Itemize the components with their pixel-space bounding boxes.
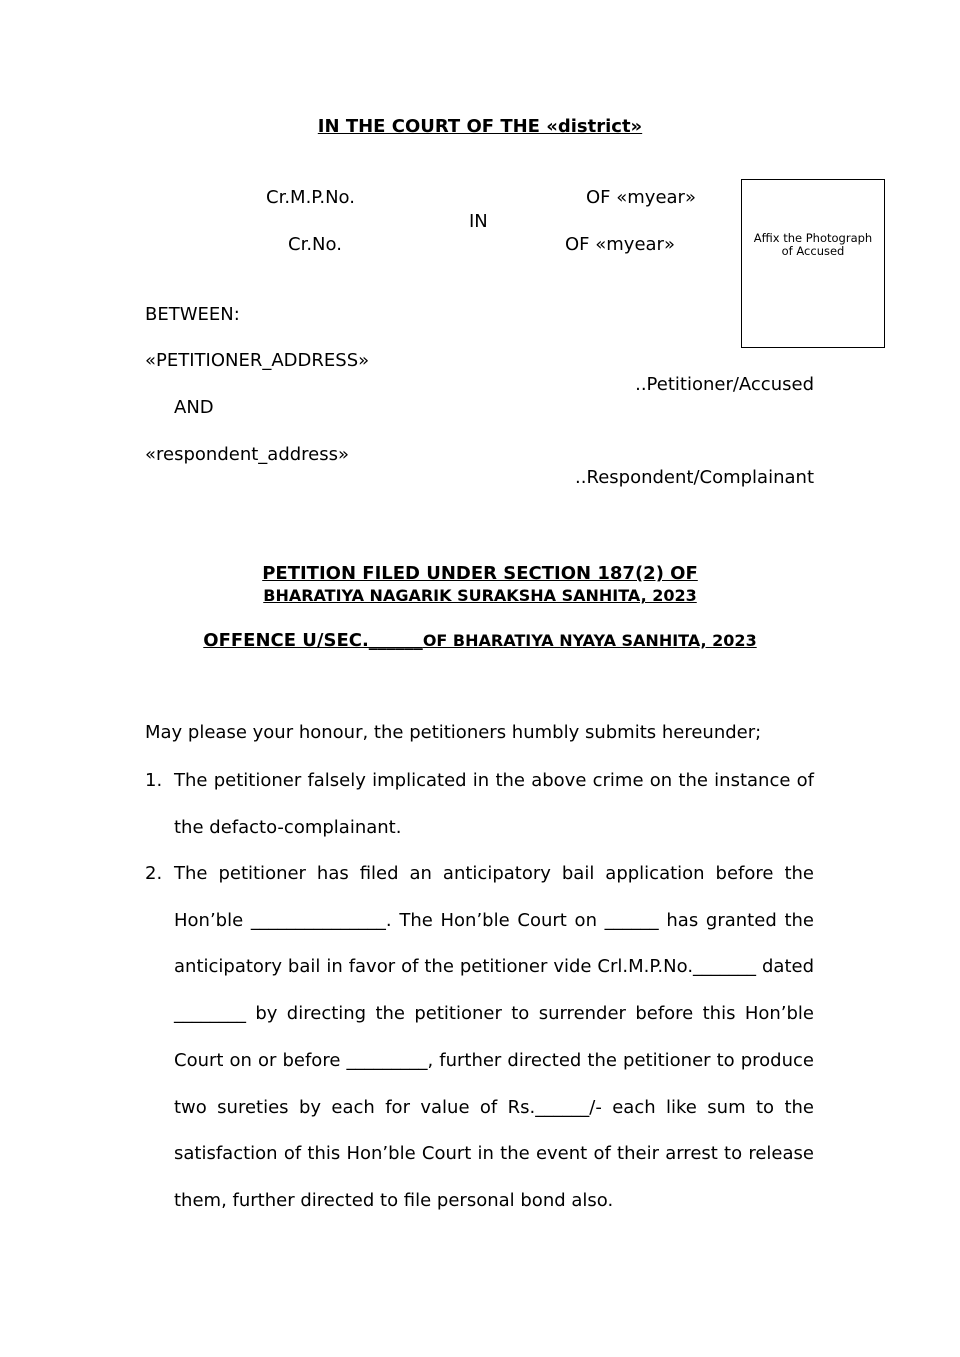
list-item: [145, 851, 814, 1225]
crime-number-label: Cr.No.: [288, 234, 342, 255]
respondent-address: «respondent_address»: [145, 444, 350, 465]
petitioner-role: ..Petitioner/Accused: [635, 374, 814, 395]
list-item-text: The petitioner falsely implicated in the above crime on the instance of the defacto-complainant.: [174, 770, 814, 838]
petition-heading-line2: BHARATIYA NAGARIK SURAKSHA SANHITA, 2023: [263, 586, 697, 605]
and-connector: AND: [174, 397, 214, 418]
crime-year-label: OF «myear»: [565, 234, 675, 255]
list-item-number: 1.: [145, 770, 163, 791]
list-item-number: 2.: [145, 863, 163, 884]
in-connector: IN: [469, 211, 488, 232]
petitioner-address: «PETITIONER_ADDRESS»: [145, 350, 370, 371]
list-item-text: The petitioner has filed an anticipatory bail application before the Hon’ble _______________. The Hon’ble Court on ______ has granted the anticipatory bail in favor of the petitioner vide Crl.M.P.No._______ dated ________ by directing the petitioner to surrender before this Hon’ble Court on or before _________, further directed the petitioner to produce two sureties by each for value of Rs.______/- each like sum to the satisfaction of this Hon’ble Court in the event of their arrest to release them, further directed to file personal bond also.: [174, 863, 814, 1211]
between-label: BETWEEN:: [145, 304, 240, 325]
crmp-number-label: Cr.M.P.No.: [266, 187, 355, 208]
photo-placeholder-box: [741, 179, 885, 348]
offence-section-label: OFFENCE U/SEC.______: [203, 630, 423, 651]
photo-placeholder-label: Affix the Photograph of Accused: [753, 231, 873, 258]
petition-heading-line1: PETITION FILED UNDER SECTION 187(2) OF: [262, 563, 698, 584]
offence-act-label: OF BHARATIYA NYAYA SANHITA, 2023: [422, 631, 757, 650]
list-item: [145, 758, 814, 851]
respondent-role: ..Respondent/Complainant: [575, 467, 814, 488]
crmp-year-label: OF «myear»: [586, 187, 696, 208]
court-title: IN THE COURT OF THE «district»: [317, 116, 643, 137]
offence-heading: [0, 630, 960, 651]
intro-paragraph: May please your honour, the petitioners humbly submits hereunder;: [145, 722, 762, 743]
